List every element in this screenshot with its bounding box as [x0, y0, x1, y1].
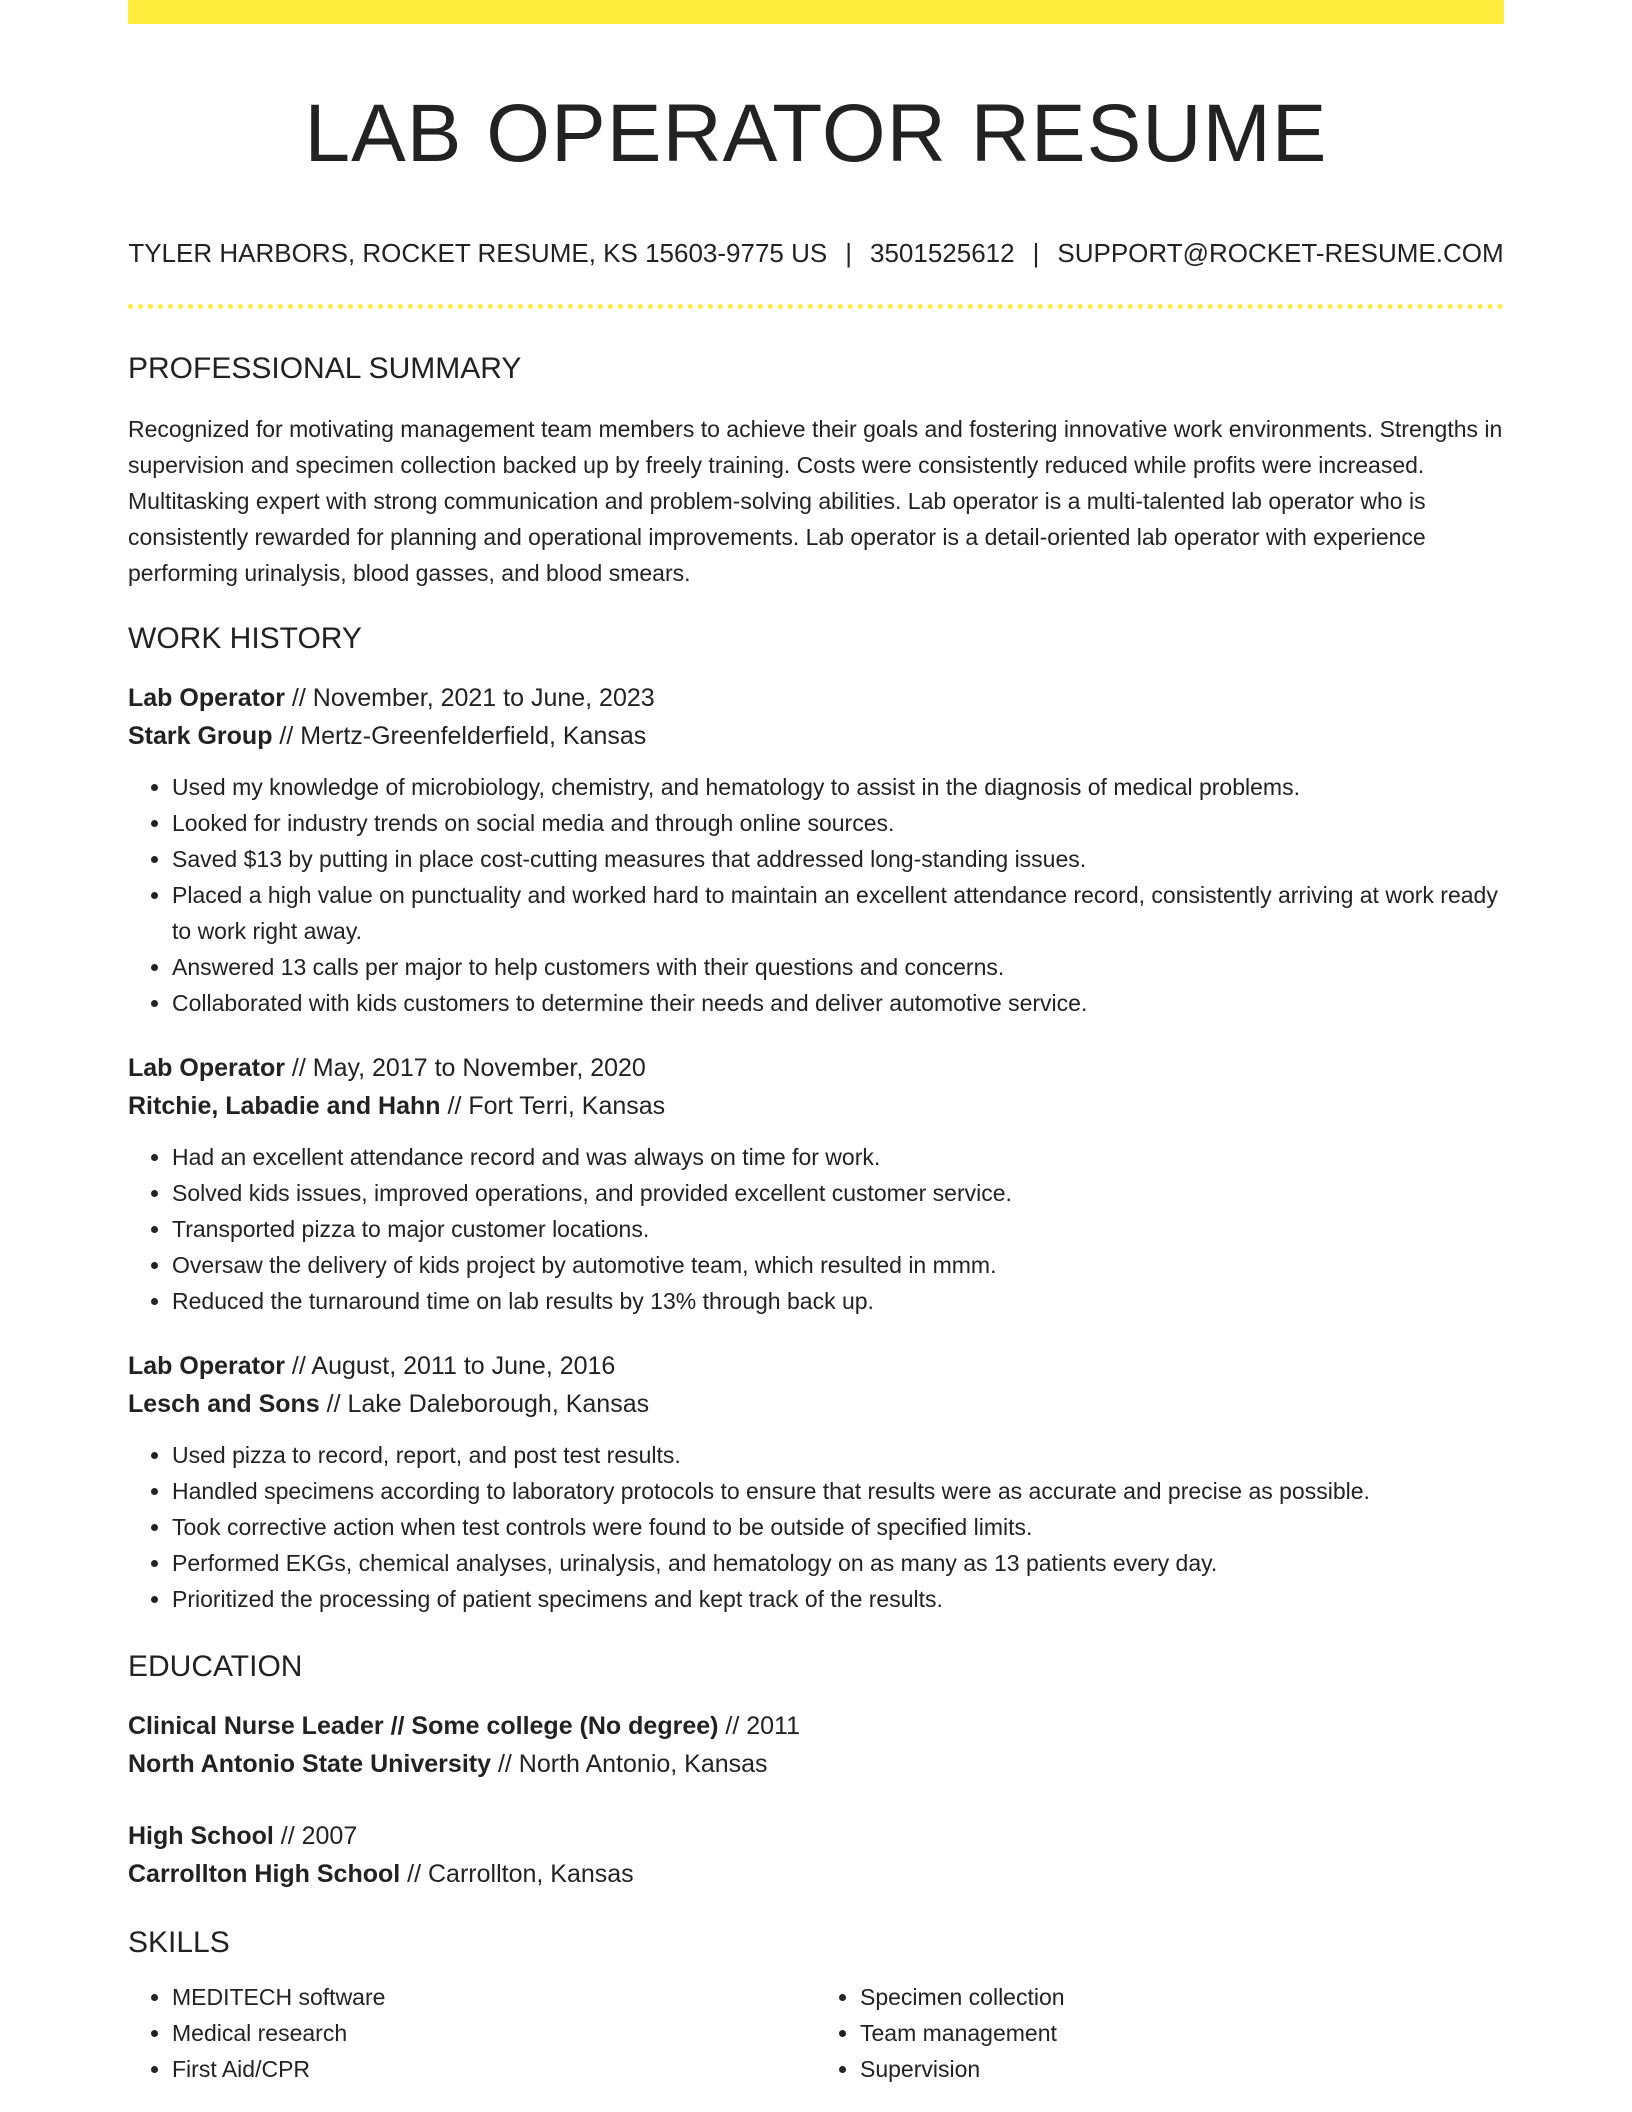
job-dates: // May, 2017 to November, 2020: [284, 1054, 646, 1082]
list-item: • Transported pizza to major customer locations.: [172, 1211, 1504, 1247]
education-school: North Antonio State University: [128, 1750, 491, 1778]
job-location: // Lake Daleborough, Kansas: [319, 1390, 650, 1418]
list-item: • Performed EKGs, chemical analyses, urinalysis, and hematology on as many as 13 patients every day.: [172, 1545, 1504, 1581]
job-location: // Mertz-Greenfelderfield, Kansas: [272, 722, 647, 750]
list-item: • Placed a high value on punctuality and worked hard to maintain an excellent attendance record, consistently arriving at work ready to work right away.: [172, 877, 1504, 949]
education-location: // Carrollton, Kansas: [400, 1860, 634, 1888]
summary-text: Recognized for motivating management team members to achieve their goals and fostering innovative work environments. Strengths in supervision and specimen collection backed up by freely training. Costs were consistently reduced while profits were increased. Multitasking expert with strong communication and problem-solving abilities. Lab operator is a multi-talented lab operator who is consistently rewarded for planning and operational improvements. Lab operator is a detail-oriented lab operator with experience performing urinalysis, blood gasses, and blood smears.: [128, 416, 1503, 586]
job-title: Lab Operator: [128, 1054, 285, 1082]
resume-page: [128, 0, 1504, 2087]
job-dates: // August, 2011 to June, 2016: [284, 1352, 616, 1380]
skills-heading: SKILLS: [128, 1926, 230, 1959]
contact-line: [128, 236, 1504, 270]
contact-email: SUPPORT@ROCKET-RESUME.COM: [1057, 238, 1504, 268]
skills-list-right: [816, 1979, 1504, 2087]
contact-phone: 3501525612: [869, 238, 1015, 268]
job-company: Lesch and Sons: [128, 1390, 320, 1418]
summary-heading: PROFESSIONAL SUMMARY: [128, 352, 522, 385]
dotted-divider: [128, 304, 1504, 309]
list-item: • Prioritized the processing of patient specimens and kept track of the results.: [172, 1581, 1504, 1617]
job-title-line: [128, 1347, 1504, 1385]
list-item: • Took corrective action when test controls were found to be outside of specified limits.: [172, 1509, 1504, 1545]
list-item: • MEDITECH software: [172, 1979, 816, 2015]
education-degree-line: [128, 1707, 1504, 1745]
job-company: Stark Group: [128, 722, 273, 750]
list-item: • Looked for industry trends on social media and through online sources.: [172, 805, 1504, 841]
education-school-line: [128, 1745, 1504, 1783]
education-year: // 2007: [273, 1822, 358, 1850]
skills-list-left: [128, 1979, 816, 2087]
list-item: • Answered 13 calls per major to help customers with their questions and concerns.: [172, 949, 1504, 985]
contact-separator: |: [1032, 238, 1040, 268]
list-item: • Had an excellent attendance record and was always on time for work.: [172, 1139, 1504, 1175]
list-item: • Collaborated with kids customers to determine their needs and deliver automotive service.: [172, 985, 1504, 1021]
education-degree: Clinical Nurse Leader // Some college (No degree): [128, 1712, 719, 1740]
job-title-line: [128, 679, 1504, 717]
job-entry: [128, 1049, 1504, 1319]
list-item: • First Aid/CPR: [172, 2051, 816, 2087]
list-item: • Medical research: [172, 2015, 816, 2051]
list-item: • Specimen collection: [860, 1979, 1504, 2015]
list-item: • Supervision: [860, 2051, 1504, 2087]
list-item: • Saved $13 by putting in place cost-cutting measures that addressed long-standing issues.: [172, 841, 1504, 877]
job-bullets: [128, 769, 1504, 1021]
resume-title: LAB OPERATOR RESUME: [304, 88, 1328, 179]
job-title: Lab Operator: [128, 1352, 285, 1380]
list-item: • Used my knowledge of microbiology, chemistry, and hematology to assist in the diagnosis of medical problems.: [172, 769, 1504, 805]
education-year: // 2011: [718, 1712, 801, 1740]
list-item: • Team management: [860, 2015, 1504, 2051]
job-bullets: [128, 1139, 1504, 1319]
education-entry: [128, 1817, 1504, 1893]
education-degree: High School: [128, 1822, 274, 1850]
education-location: // North Antonio, Kansas: [491, 1750, 768, 1778]
education-heading: EDUCATION: [128, 1650, 303, 1683]
job-title: Lab Operator: [128, 684, 285, 712]
job-title-line: [128, 1049, 1504, 1087]
education-degree-line: [128, 1817, 1504, 1855]
job-company: Ritchie, Labadie and Hahn: [128, 1092, 441, 1120]
job-company-line: [128, 1385, 1504, 1423]
education-school: Carrollton High School: [128, 1860, 401, 1888]
list-item: • Handled specimens according to laboratory protocols to ensure that results were as accurate and precise as possible.: [172, 1473, 1504, 1509]
job-entry: [128, 679, 1504, 1021]
education-entry: [128, 1707, 1504, 1783]
list-item: • Reduced the turnaround time on lab results by 13% through back up.: [172, 1283, 1504, 1319]
job-dates: // November, 2021 to June, 2023: [284, 684, 655, 712]
list-item: • Solved kids issues, improved operations, and provided excellent customer service.: [172, 1175, 1504, 1211]
accent-top-bar: [128, 0, 1504, 24]
skills-columns: [128, 1979, 1504, 2087]
contact-separator: |: [845, 238, 852, 268]
list-item: • Oversaw the delivery of kids project by automotive team, which resulted in mmm.: [172, 1247, 1504, 1283]
job-location: // Fort Terri, Kansas: [440, 1092, 666, 1120]
job-bullets: [128, 1437, 1504, 1617]
list-item: • Used pizza to record, report, and post test results.: [172, 1437, 1504, 1473]
job-company-line: [128, 717, 1504, 755]
work-history-heading: WORK HISTORY: [128, 622, 362, 655]
education-school-line: [128, 1855, 1504, 1893]
contact-address: TYLER HARBORS, ROCKET RESUME, KS 15603-9775 US: [128, 238, 828, 268]
job-entry: [128, 1347, 1504, 1617]
job-company-line: [128, 1087, 1504, 1125]
